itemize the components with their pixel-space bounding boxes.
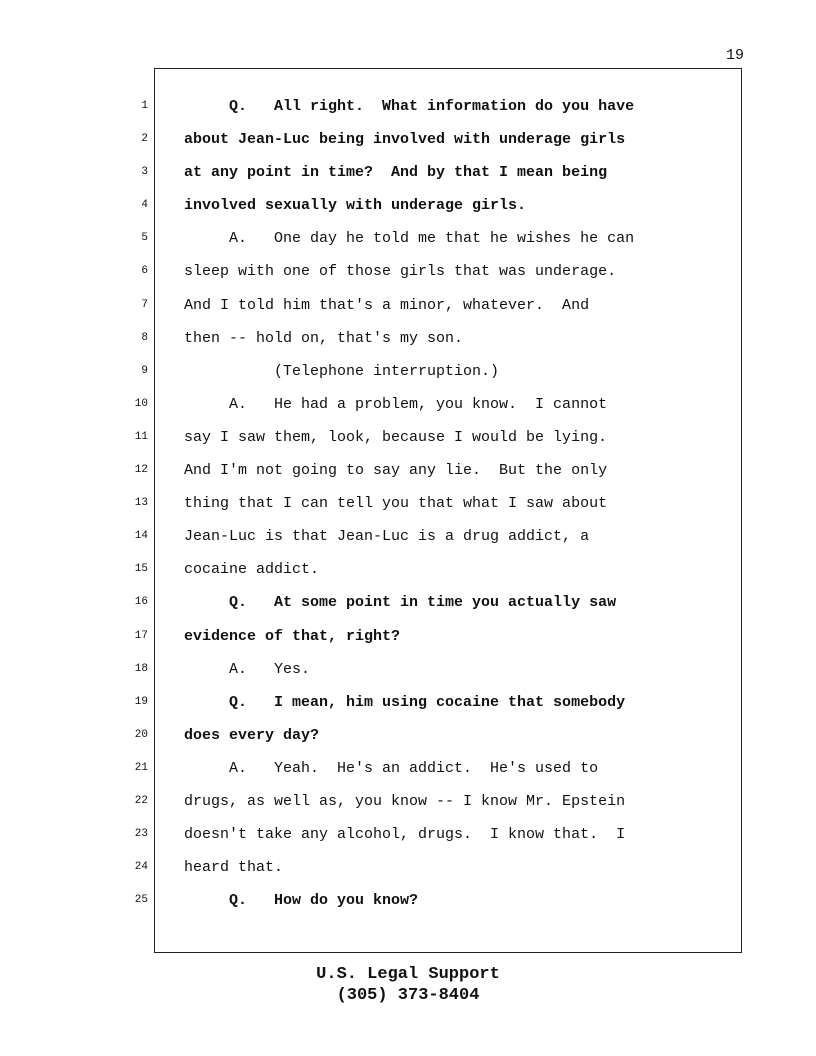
question-line: Q. All right. What information do you have (184, 98, 635, 115)
question-line: Q. I mean, him using cocaine that somebody (184, 693, 626, 711)
transcript-line: A. Yeah. He's an addict. He's used to (184, 759, 599, 777)
footer-company: U.S. Legal Support (316, 965, 500, 984)
transcript-line: A. Yes. (184, 660, 311, 678)
line-number: 21 (134, 761, 148, 774)
footer (0, 964, 816, 1006)
transcript-line: And I told him that's a minor, whatever. And (184, 296, 590, 314)
line-number: 13 (134, 497, 148, 510)
transcript-line: heard that. (184, 859, 284, 877)
line-number: 2 (141, 133, 148, 146)
transcript-line: doesn't take any alcohol, drugs. I know that. I (184, 826, 626, 844)
transcript-line: drugs, as well as, you know -- I know Mr. Epstein (184, 792, 626, 810)
transcript-line: Jean-Luc is that Jean-Luc is a drug addict, a (184, 528, 590, 546)
transcript-text (184, 90, 734, 917)
line-number: 12 (134, 464, 148, 477)
line-number: 24 (134, 861, 148, 874)
line-number: 4 (141, 199, 148, 212)
line-number: 10 (134, 397, 148, 410)
question-line: Q. At some point in time you actually saw (184, 594, 617, 612)
question-line: involved sexually with underage girls. (184, 197, 527, 215)
line-number: 14 (134, 530, 148, 543)
transcript-line: A. One day he told me that he wishes he can (184, 230, 635, 248)
line-number: 3 (141, 166, 148, 179)
line-number: 25 (134, 894, 148, 907)
line-number: 20 (134, 728, 148, 741)
line-number: 8 (141, 331, 148, 344)
line-number: 5 (141, 232, 148, 245)
line-number-column (120, 90, 148, 917)
line-number: 11 (134, 430, 148, 443)
line-number: 17 (134, 629, 148, 642)
transcript-line: (Telephone interruption.) (184, 362, 500, 380)
question-line: evidence of that, right? (184, 627, 401, 645)
transcript-line: thing that I can tell you that what I saw about (184, 495, 608, 513)
line-number: 6 (141, 265, 148, 278)
line-number: 9 (141, 364, 148, 377)
transcript-line: cocaine addict. (184, 561, 320, 579)
question-line: about Jean-Luc being involved with underage girls (184, 131, 626, 149)
transcript-line: sleep with one of those girls that was underage. (184, 263, 617, 281)
line-number: 16 (134, 596, 148, 609)
line-number: 22 (134, 794, 148, 807)
transcript-line: then -- hold on, that's my son. (184, 329, 464, 347)
footer-phone: (305) 373-8404 (336, 986, 480, 1005)
question-line: does every day? (184, 726, 320, 744)
transcript-line: And I'm not going to say any lie. But the only (184, 462, 608, 480)
transcript-line: say I saw them, look, because I would be lying. (184, 428, 608, 446)
line-number: 19 (134, 695, 148, 708)
line-number: 23 (134, 828, 148, 841)
question-line: Q. How do you know? (184, 892, 419, 910)
transcript-line: A. He had a problem, you know. I cannot (184, 395, 608, 413)
line-number: 18 (134, 662, 148, 675)
line-number: 1 (141, 100, 148, 112)
line-number: 7 (141, 298, 148, 311)
line-number: 15 (134, 563, 148, 576)
question-line: at any point in time? And by that I mean being (184, 164, 608, 182)
page-number: 19 (725, 47, 744, 64)
